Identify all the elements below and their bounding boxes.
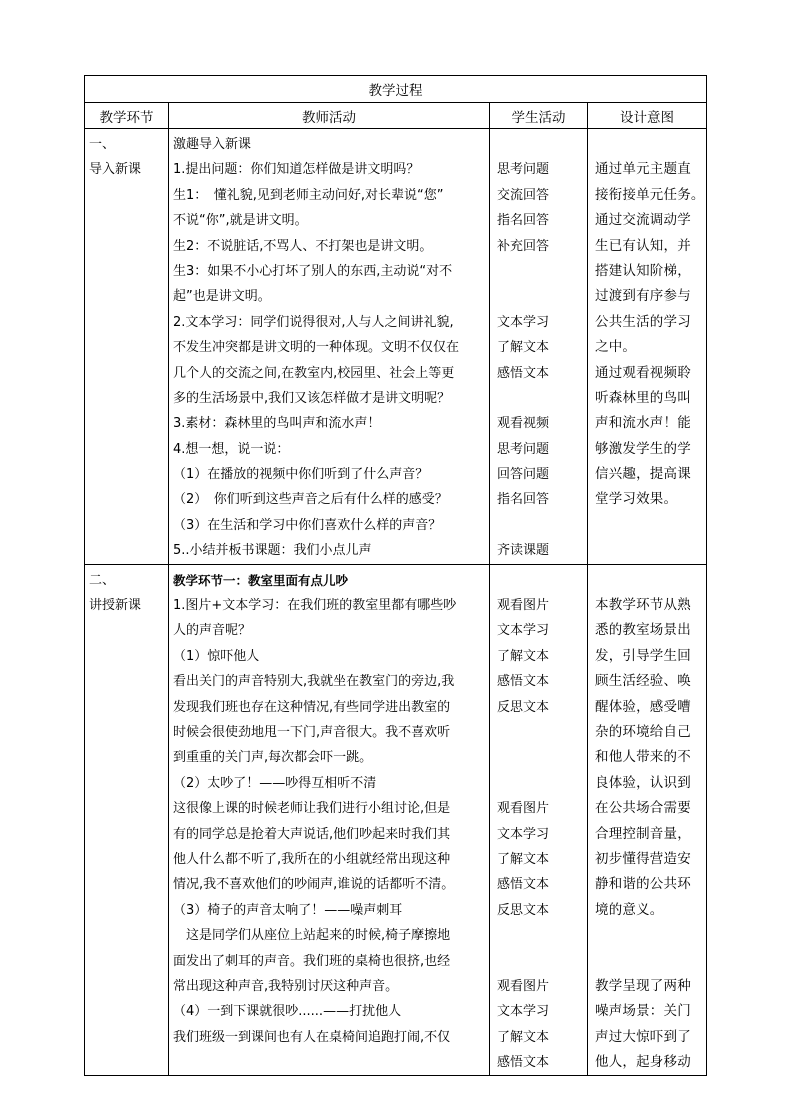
student-activity-line: 感悟文本 [497, 877, 550, 893]
section-intro-row [85, 129, 707, 565]
design-intent-line: 通过交流调动学 [595, 212, 691, 229]
design-intent-line [595, 568, 706, 593]
student-activity-line [497, 513, 587, 538]
design-intent-line: 通过单元主题直 [595, 161, 691, 178]
student-activity-line [497, 259, 587, 284]
design-intent-line: 醒体验，感受嘈 [595, 698, 691, 715]
stage-line: 讲授新课 [89, 598, 142, 614]
section2-student [490, 564, 588, 1076]
teacher-activity-line: 面发出了刺耳的声音。我们班的桌椅也很挤,也经 [173, 953, 451, 969]
design-intent-line: 教学呈现了两种 [595, 977, 691, 994]
design-intent-line: 境的意义。 [595, 901, 664, 918]
header-teacher-activity: 教师活动 [169, 103, 490, 129]
teacher-activity-line: （2） 你们听到这些声音之后有什么样的感受？ [173, 492, 448, 508]
design-intent-line: 静和谐的公共环 [595, 876, 691, 893]
design-intent-line [595, 949, 706, 974]
student-activity-line: 反思文本 [497, 902, 550, 918]
design-intent-line: 他人，起身移动 [595, 1054, 691, 1071]
section1-teacher [169, 129, 490, 565]
student-activity-line [497, 923, 587, 948]
teacher-activity-line: 生2：不说脏话,不骂人、不打架也是讲文明。 [173, 238, 433, 254]
teacher-activity-line: 1.图片+文本学习：在我们班的教室里都有哪些吵 [173, 598, 457, 614]
teacher-activity-line: （3）椅子的声音太响了！——噪声刺耳 [173, 902, 403, 918]
teacher-activity-line: 生3：如果不小心打坏了别人的东西,主动说“对不 [173, 263, 453, 279]
design-intent-line: 通过观看视频聆 [595, 364, 691, 381]
design-intent-line: 堂学习效果。 [595, 491, 678, 508]
design-intent-line: 发，引导学生回 [595, 647, 691, 664]
stage-line: 导入新课 [89, 162, 142, 178]
student-activity-line: 指名回答 [497, 213, 550, 229]
stage-line: 一、 [89, 137, 116, 152]
teacher-activity-line: 这是同学们从座位上站起来的时候,椅子摩擦地 [173, 928, 451, 944]
design-intent-line [595, 132, 706, 157]
teacher-activity-line: 4.想一想，说一说： [173, 441, 290, 457]
design-intent-line: 噪声场景：关门 [595, 1003, 691, 1020]
section1-intent [588, 129, 707, 565]
design-intent-line: 够激发学生的学 [595, 440, 691, 457]
student-activity-line: 齐读课题 [497, 543, 550, 559]
header-stage: 教学环节 [85, 103, 169, 129]
design-intent-line: 在公共场合需要 [595, 800, 691, 817]
student-activity-line [497, 132, 587, 157]
design-intent-line: 搭建认知阶梯， [595, 262, 691, 279]
design-intent-line: 听森林里的鸟叫 [595, 389, 691, 406]
section1-student [490, 129, 588, 565]
student-activity-line: 文本学习 [497, 623, 550, 639]
design-intent-line: 良体验，认识到 [595, 774, 691, 791]
student-activity-line: 思考问题 [497, 441, 550, 457]
student-activity-line [497, 949, 587, 974]
teacher-activity-line: 2.文本学习：同学们说得很对,人与人之间讲礼貌, [173, 314, 454, 330]
stage-line: 二、 [89, 572, 116, 588]
teacher-activity-line: 到重重的关门声,每次都会吓一跳。 [173, 750, 373, 766]
design-intent-line: 顾生活经验、唤 [595, 673, 691, 690]
section2-intent [588, 564, 707, 1076]
teacher-activity-line: 1.提出问题：你们知道怎样做是讲文明吗？ [173, 162, 420, 178]
student-activity-line: 了解文本 [497, 648, 550, 664]
teacher-activity-line: 3.素材：森林里的鸟叫声和流水声！ [173, 416, 381, 432]
teacher-activity-line: 生1： 懂礼貌,见到老师主动问好,对长辈说“您” [173, 187, 444, 203]
teacher-activity-line: 常出现这种声音,我特别讨厌这种声音。 [173, 978, 399, 994]
design-intent-line: 和他人带来的不 [595, 749, 691, 766]
teacher-activity-line: 时候会很使劲地甩一下门,声音很大。我不喜欢听 [173, 724, 451, 740]
student-activity-line: 了解文本 [497, 851, 550, 867]
teacher-activity-line: 他人什么都不听了,我所在的小组就经常出现这种 [173, 851, 451, 867]
header-design-intent: 设计意图 [588, 103, 707, 129]
design-intent-line: 信兴趣，提高课 [595, 466, 691, 483]
student-activity-line [497, 568, 587, 593]
student-activity-line: 补充回答 [497, 238, 550, 254]
student-activity-line: 文本学习 [497, 826, 550, 842]
design-intent-line: 之中。 [595, 339, 637, 356]
section2-teacher [169, 564, 490, 1076]
student-activity-line [497, 284, 587, 309]
student-activity-line: 感悟文本 [497, 365, 550, 381]
header-row [85, 103, 707, 129]
student-activity-line [497, 386, 587, 411]
teacher-activity-line: 看出关门的声音特别大,我就坐在教室门的旁边,我 [173, 674, 455, 690]
teacher-activity-line: 5..小结并板书课题：我们小点儿声 [173, 543, 372, 559]
teacher-activity-line: 多的生活场景中,我们又该怎样做才是讲文明呢？ [173, 390, 451, 406]
student-activity-line: 了解文本 [497, 340, 550, 356]
student-activity-line: 文本学习 [497, 314, 550, 330]
design-intent-line: 合理控制音量， [595, 825, 691, 842]
student-activity-line: 指名回答 [497, 492, 550, 508]
header-student-activity: 学生活动 [490, 103, 588, 129]
design-intent-line: 声和流水声！能 [595, 415, 691, 432]
table-title: 教学过程 [85, 76, 707, 103]
student-activity-line: 观看图片 [497, 598, 550, 614]
section1-stage [85, 129, 169, 565]
student-activity-line [497, 720, 587, 745]
section2-stage [85, 564, 169, 1076]
teacher-activity-line: 人的声音呢？ [173, 623, 252, 639]
teacher-activity-line: （1）在播放的视频中你们听到了什么声音？ [173, 467, 429, 483]
lesson-process-table [84, 75, 707, 1076]
design-intent-line: 悉的教室场景出 [595, 622, 691, 639]
teacher-activity-line: 激趣导入新课 [173, 137, 252, 152]
teacher-activity-line: 几个人的交流之间,在教室内,校园里、社会上等更 [173, 365, 455, 381]
teacher-activity-line: （2）太吵了！——吵得互相听不清 [173, 775, 377, 791]
teacher-activity-line: 不说“你”,就是讲文明。 [173, 213, 308, 229]
teacher-activity-line: （1）惊吓他人 [173, 648, 260, 664]
design-intent-line: 杂的环境给自己 [595, 723, 691, 740]
design-intent-line: 生已有认知，并 [595, 237, 691, 254]
teacher-activity-line: 不发生冲突都是讲文明的一种体现。文明不仅仅在 [173, 340, 460, 356]
design-intent-line: 声过大惊吓到了 [595, 1028, 691, 1045]
student-activity-line: 观看视频 [497, 416, 550, 432]
student-activity-line [497, 745, 587, 770]
student-activity-line: 回答问题 [497, 467, 550, 483]
teacher-activity-line: 发现我们班也存在这种情况,有些同学进出教室的 [173, 699, 451, 715]
design-intent-line [595, 923, 706, 948]
teacher-activity-line: 有的同学总是抢着大声说话,他们吵起来时我们其 [173, 826, 451, 842]
student-activity-line: 感悟文本 [497, 1055, 550, 1071]
teacher-activity-line: （3）在生活和学习中你们喜欢什么样的声音？ [173, 517, 442, 533]
design-intent-line: 接衔接单元任务。 [595, 186, 705, 203]
teacher-activity-line: 教学环节一：教室里面有点儿吵 [173, 572, 349, 588]
teacher-activity-line: 我们班级一到课间也有人在桌椅间追跑打闹,不仅 [173, 1029, 451, 1045]
student-activity-line: 思考问题 [497, 162, 550, 178]
teacher-activity-line: （4）一到下课就很吵......——打扰他人 [173, 1004, 402, 1020]
student-activity-line: 了解文本 [497, 1029, 550, 1045]
student-activity-line: 反思文本 [497, 699, 550, 715]
student-activity-line: 观看图片 [497, 801, 550, 817]
design-intent-line: 过渡到有序参与 [595, 288, 691, 305]
student-activity-line: 感悟文本 [497, 674, 550, 690]
student-activity-line: 文本学习 [497, 1004, 550, 1020]
teacher-activity-line: 这很像上课的时候老师让我们进行小组讨论,但是 [173, 801, 451, 817]
design-intent-line: 初步懂得营造安 [595, 850, 691, 867]
teacher-activity-line: 情况,我不喜欢他们的吵闹声,谁说的话都听不清。 [173, 877, 455, 893]
student-activity-line [497, 771, 587, 796]
section-new-lesson-row [85, 564, 707, 1076]
student-activity-line: 观看图片 [497, 978, 550, 994]
student-activity-line: 交流回答 [497, 187, 550, 203]
teacher-activity-line: 起”也是讲文明。 [173, 289, 271, 305]
design-intent-line: 本教学环节从熟 [595, 597, 691, 614]
design-intent-line: 公共生活的学习 [595, 313, 691, 330]
